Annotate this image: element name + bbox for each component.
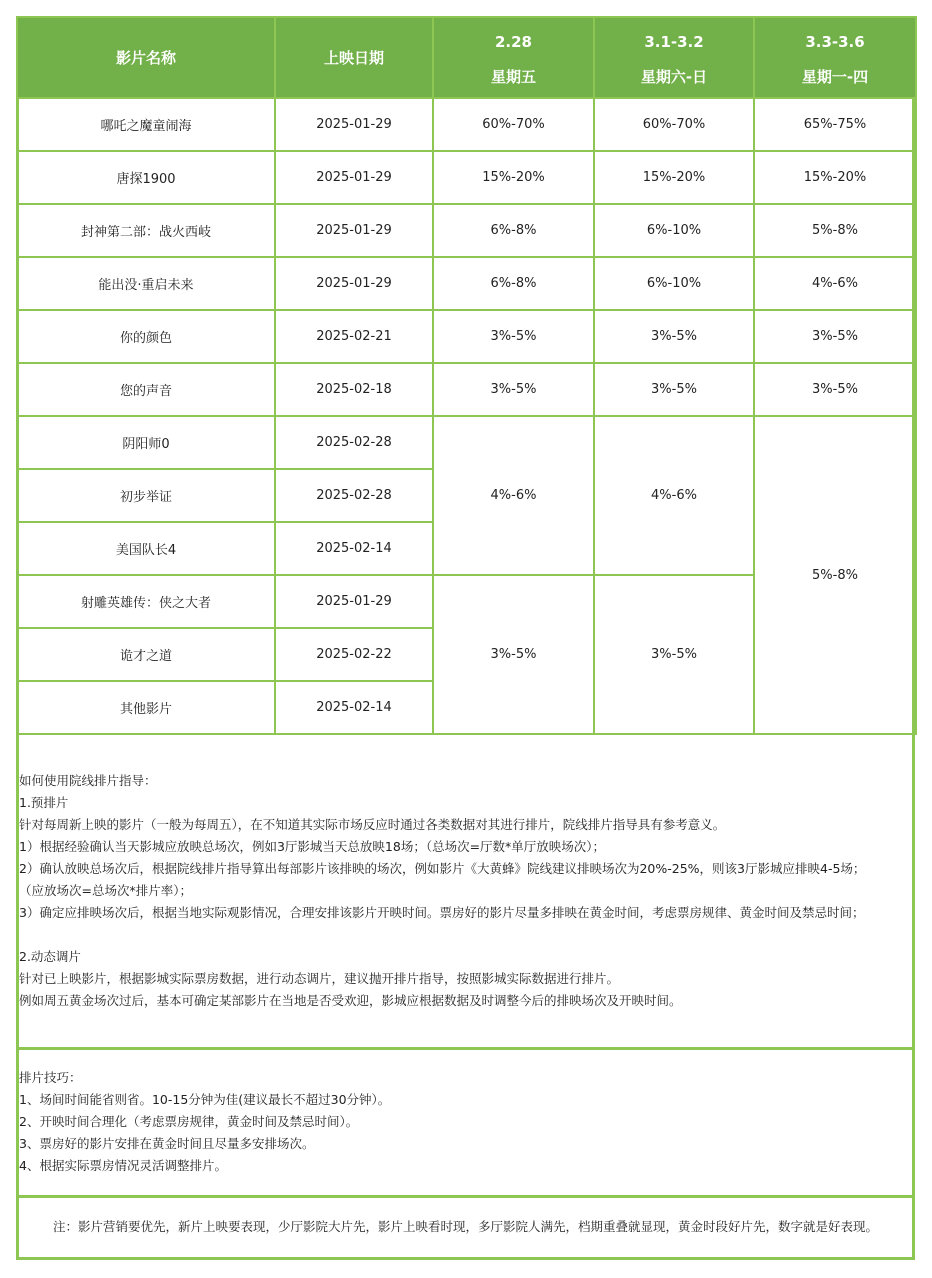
section-1-item-2-note: （应放场次=总场次*排片率）； [19,883,192,898]
film-name: 封神第二部：战火西岐 [17,204,275,257]
release-date: 2025-01-29 [275,151,433,204]
merged-share-group-a-period-1: 4%-6% [433,416,594,575]
section-2-example: 例如周五黄金场次过后，基本可确定某部影片在当地是否受欢迎，影城应根据数据及时调整今后的排映场次及开映时间。 [19,993,682,1008]
tip-item: 3、票房好的影片安排在黄金时间且尽量多安排场次。 [19,1136,315,1151]
period-day: 星期六-日 [640,67,708,86]
header-period-3 [754,17,916,98]
share-period-3: 15%-20% [754,151,916,204]
share-period-1: 6%-8% [433,257,594,310]
release-date: 2025-01-29 [275,98,433,151]
share-period-1: 15%-20% [433,151,594,204]
table-row [17,204,916,257]
schedule-table [16,16,917,735]
share-period-2: 60%-70% [594,98,754,151]
period-date: 3.3-3.6 [805,32,865,51]
film-name: 美国队长4 [17,522,275,575]
guide-title: 如何使用院线排片指导： [19,773,157,788]
merged-share-period-3: 5%-8% [754,416,916,734]
period-day: 星期五 [490,67,536,86]
share-period-1: 3%-5% [433,363,594,416]
release-date: 2025-02-21 [275,310,433,363]
header-period-2 [594,17,754,98]
share-period-3: 5%-8% [754,204,916,257]
table-row [17,363,916,416]
release-date: 2025-02-14 [275,522,433,575]
film-name: 其他影片 [17,681,275,734]
film-name: 初步举证 [17,469,275,522]
usage-guide [19,770,912,1012]
share-period-3: 3%-5% [754,363,916,416]
film-name: 您的声音 [17,363,275,416]
tip-item: 1、场间时间能省则省。10-15分钟为佳(建议最长不超过30分钟）。 [19,1092,391,1107]
scheduling-tips [19,1067,912,1177]
table-row [17,310,916,363]
section-1-item-3: 3）确定应排映场次后，根据当地实际观影情况，合理安排该影片开映时间。票房好的影片尽量多排映在黄金时间，考虑票房规律、黄金时间及禁忌时间； [19,905,865,920]
release-date: 2025-02-14 [275,681,433,734]
section-1-desc: 针对每周新上映的影片（一般为每周五），在不知道其实际市场反应时通过各类数据对其进行排片，院线排片指导具有参考意义。 [19,817,726,832]
divider [16,1047,915,1050]
table-row [17,416,916,469]
film-name: 诡才之道 [17,628,275,681]
table-header-row [17,17,916,98]
release-date: 2025-02-28 [275,469,433,522]
footer-note: 注：影片营销要优先，新片上映要表现，少厅影院大片先，影片上映看时现，多厅影院人满先，档期重叠就显现，黄金时段好片先，数字就是好表现。 [52,1219,878,1234]
share-period-2: 6%-10% [594,204,754,257]
release-date: 2025-01-29 [275,575,433,628]
tip-item: 2、开映时间合理化（考虑票房规律，黄金时间及禁忌时间）。 [19,1114,359,1129]
film-name: 你的颜色 [17,310,275,363]
period-day: 星期一-四 [801,67,869,86]
period-date: 3.1-3.2 [644,32,704,51]
tip-item: 4、根据实际票房情况灵活调整排片。 [19,1158,227,1173]
share-period-2: 15%-20% [594,151,754,204]
share-period-3: 3%-5% [754,310,916,363]
film-name: 射雕英雄传：侠之大者 [17,575,275,628]
table-row [17,98,916,151]
share-period-2: 3%-5% [594,310,754,363]
table-row [17,257,916,310]
share-period-1: 6%-8% [433,204,594,257]
section-1-title: 1.预排片 [19,795,69,810]
release-date: 2025-01-29 [275,257,433,310]
section-1-item-2: 2）确认放映总场次后，根据院线排片指导算出每部影片该排映的场次，例如影片《大黄蜂》院线建议排映场次为20%-25%，则该3厅影城应排映4-5场； [19,861,866,876]
share-period-1: 60%-70% [433,98,594,151]
section-1-item-1: 1）根据经验确认当天影城应放映总场次，例如3厅影城当天总放映18场；（总场次=厅数*单厅放映场次）； [19,839,606,854]
blank-line [19,924,912,946]
merged-share-group-b-period-2: 3%-5% [594,575,754,734]
release-date: 2025-02-28 [275,416,433,469]
share-period-1: 3%-5% [433,310,594,363]
share-period-3: 65%-75% [754,98,916,151]
divider [16,1195,915,1198]
tips-title: 排片技巧： [19,1070,82,1085]
film-name: 哪吒之魔童闹海 [17,98,275,151]
merged-share-group-a-period-2: 4%-6% [594,416,754,575]
film-name: 唐探1900 [17,151,275,204]
header-release-date: 上映日期 [275,17,433,98]
header-period-1 [433,17,594,98]
section-2-desc: 针对已上映影片，根据影城实际票房数据，进行动态调片，建议抛开排片指导，按照影城实际数据进行排片。 [19,971,620,986]
period-date: 2.28 [494,32,532,51]
share-period-3: 4%-6% [754,257,916,310]
merged-share-group-b-period-1: 3%-5% [433,575,594,734]
release-date: 2025-02-18 [275,363,433,416]
table-row [17,151,916,204]
share-period-2: 6%-10% [594,257,754,310]
release-date: 2025-01-29 [275,204,433,257]
film-name: 阴阳师0 [17,416,275,469]
header-film-name: 影片名称 [17,17,275,98]
release-date: 2025-02-22 [275,628,433,681]
section-2-title: 2.动态调片 [19,949,81,964]
share-period-2: 3%-5% [594,363,754,416]
film-name: 能出没·重启未来 [17,257,275,310]
